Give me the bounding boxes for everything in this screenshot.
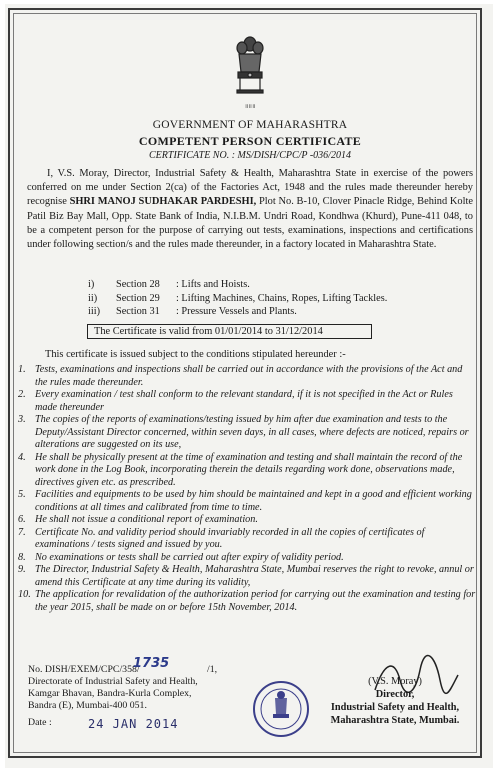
section-item: iii) Section 31 : Pressure Vessels and Plants. bbox=[88, 306, 297, 317]
condition-item: 5. Facilities and equipments to be used by him should be maintained and kept in a good and efficient working conditions at all times and calibrated from time to time. bbox=[18, 489, 472, 513]
signer-title: Director, bbox=[375, 689, 415, 700]
conditions-list bbox=[18, 364, 476, 614]
condition-item: 9. The Director, Industrial Safety & Health, Maharashtra State, Mumbai reserves the right to revoke, annul or amend this Certificate at any time during its validity, bbox=[18, 564, 474, 588]
reference-number: No. DISH/EXEM/CPC/358/ bbox=[28, 664, 140, 675]
date-label: Date : bbox=[28, 716, 52, 728]
state-emblem-icon bbox=[232, 34, 268, 116]
condition-item: 2. Every examination / test shall conform to the relevant standard, if it is not specified in the Act or Rules made thereunder bbox=[18, 389, 453, 413]
condition-item: 3. The copies of the reports of examinations/testing issued by him after due examination and tests to the Deputy/Assistant Director concerned, within seven days, in all cases, where defects are noticed, repairs or alterations are suggested on its use, bbox=[18, 414, 469, 450]
condition-item: 8. No examinations or tests shall be carried out after expiry of validity period. bbox=[18, 551, 344, 563]
condition-item: 4. He shall be physically present at the time of examination and testing and shall maintain the record of the work done in the Log Book, incorporating therein the details regarding work done, observations made, directives given etc. as prescribed. bbox=[18, 451, 463, 488]
condition-item: 6. He shall not issue a conditional report of examination. bbox=[18, 514, 258, 525]
signer-name: (V.S. Moray) bbox=[368, 676, 422, 687]
conditions-intro: This certificate is issued subject to the conditions stipulated hereunder :- bbox=[45, 349, 346, 360]
certificate-number: CERTIFICATE NO. : MS/DISH/CPC/P -036/2014 bbox=[149, 150, 351, 161]
condition-item: 10. The application for revalidation of the authorization period for carrying out the examination and testing for the year 2015, shall be made on or before 15th November, 2014. bbox=[18, 589, 476, 613]
date-stamp: 24 JAN 2014 bbox=[88, 717, 179, 731]
svg-text:॥॥॥: ॥॥॥ bbox=[244, 103, 256, 110]
condition-item: 1. Tests, examinations and inspections shall be carried out in accordance with the provisions of the Act and the rules made thereunder. bbox=[18, 364, 463, 388]
handwritten-reference: 1735 bbox=[133, 656, 170, 671]
signatory-block: (V.S. Moray) Director, Industrial Safety and Health, Maharashtra State, Mumbai. bbox=[320, 675, 470, 727]
recognised-person-name: SHRI MANOJ SUDHAKAR PARDESHI, bbox=[69, 196, 257, 208]
section-item: ii) Section 29 : Lifting Machines, Chains, Ropes, Lifting Tackles. bbox=[88, 292, 388, 304]
intro-paragraph: I, V.S. Moray, Director, Industrial Safety & Health, Maharashtra State in exercise of the powers conferred on me under Section 2(ca) of the Factories Act, 1948 and the rules made thereunder hereby recognise SHRI MANOJ SUDHAKAR PARDESHI, Plot No. B-10, Clover Pinacle Ridge, Behind Kolte Patil Biz Bay Mall, Opp. State Bank of India, N.I.B.M. Undri Road, Kondhwa (Khurd), Pune-411 048, to be a competent person for the purpose of carrying out tests, examinations, inspections and certifications under following section/s and the rules made thereunder, in a factory located in Maharashtra State. bbox=[27, 168, 473, 251]
condition-item: 7. Certificate No. and validity period should invariably recorded in all the copies of certificates of examinations / tests signed and issued by you. bbox=[18, 526, 425, 550]
issuing-office-block: No. DISH/EXEM/CPC/358/ Directorate of Industrial Safety and Health, Kamgar Bhavan, Bandra-Kurla Complex, Bandra (E), Mumbai-400 051. Date : bbox=[28, 664, 198, 728]
government-heading: GOVERNMENT OF MAHARASHTRA bbox=[152, 119, 348, 131]
section-item: i) Section 28 : Lifts and Hoists. bbox=[88, 279, 250, 290]
sections-list bbox=[88, 278, 387, 319]
validity-box: The Certificate is valid from 01/01/2014 to 31/12/2014 bbox=[87, 324, 372, 339]
official-seal-icon bbox=[252, 680, 310, 738]
certificate-title: COMPETENT PERSON CERTIFICATE bbox=[138, 134, 362, 148]
reference-suffix: /1, bbox=[207, 664, 218, 675]
